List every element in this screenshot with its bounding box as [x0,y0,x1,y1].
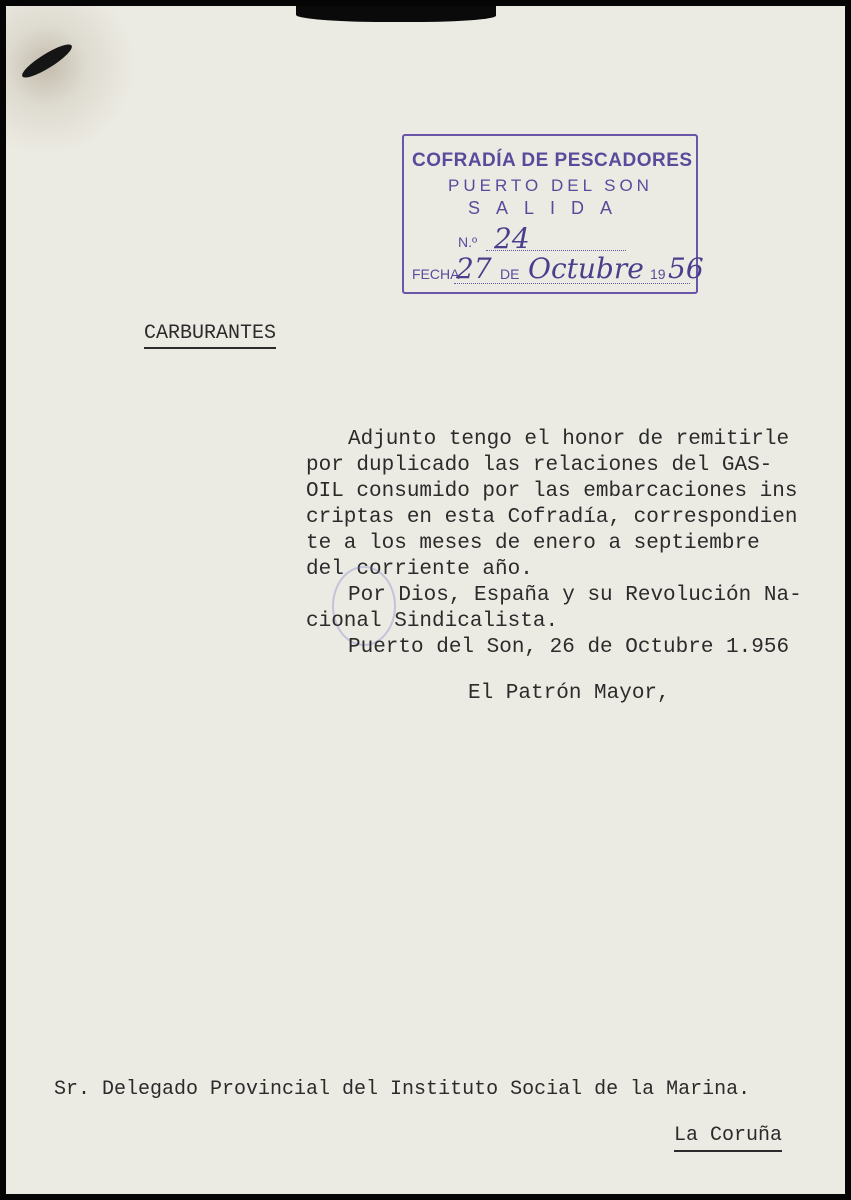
addressee-line: Sr. Delegado Provincial del Instituto Social de la Marina. [54,1078,751,1101]
stamp-date-month: Octubre [528,252,644,285]
stamp-number-label: N.º [458,234,478,250]
registry-stamp [402,134,704,294]
stamp-date-day: 27 [456,252,492,285]
body-line: Adjunto tengo el honor de remitirle [348,428,790,451]
torn-edge [296,6,496,22]
body-line: te a los meses de enero a septiembre [306,532,760,555]
body-line: cional Sindicalista. [306,610,559,633]
letter-subject: CARBURANTES [144,322,276,349]
body-line: OIL consumido por las embarcaciones ins [306,480,798,503]
document-page [6,6,845,1194]
place-date-line: Puerto del Son, 26 de Octubre 1.956 [348,636,790,659]
stamp-date-year-suffix: 56 [668,252,704,285]
body-line: del corriente año. [306,558,533,581]
stamp-port: PUERTO DEL SON [448,176,653,195]
signature-title: El Patrón Mayor, [468,682,670,705]
stamp-number-value: 24 [494,222,530,255]
stamp-direction: SALIDA [468,198,629,218]
stamp-date-year-prefix: 19 [650,266,666,282]
body-line: Por Dios, España y su Revolución Na- [348,584,802,607]
stamp-title: COFRADÍA DE PESCADORES [412,150,693,171]
stamp-date-de: DE [500,266,520,282]
stamp-date-label: FECHA [412,266,460,282]
burn-mark [19,40,76,83]
stamp-date-line [454,283,690,284]
body-line: criptas en esta Cofradía, correspondien [306,506,798,529]
body-line: por duplicado las relaciones del GAS- [306,454,773,477]
addressee-city: La Coruña [674,1124,782,1152]
